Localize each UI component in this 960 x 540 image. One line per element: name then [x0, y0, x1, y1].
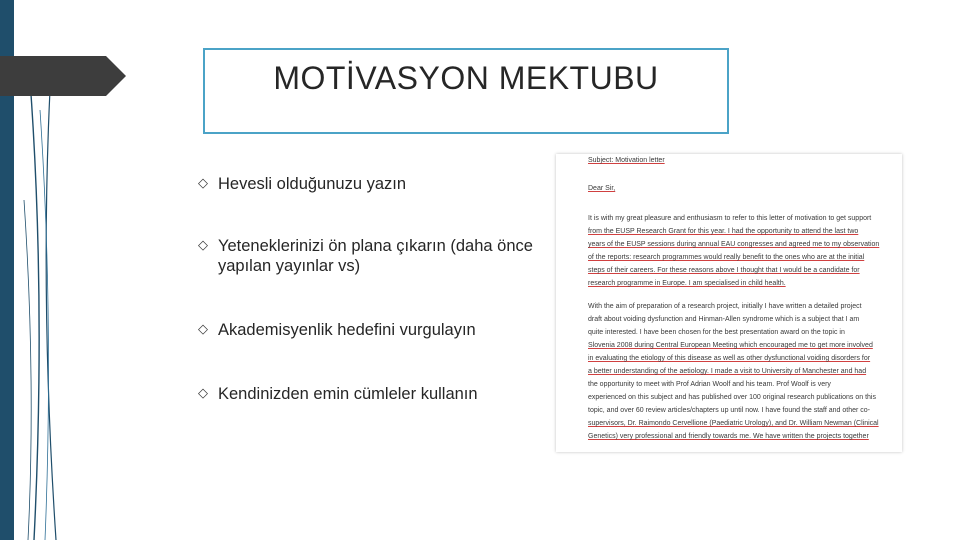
title-box	[203, 48, 729, 134]
bullet-text: Yeteneklerinizi ön plana çıkarın (daha önce yapılan yayınlar vs)	[218, 237, 533, 275]
bullet-text: Hevesli olduğunuzu yazın	[218, 175, 407, 193]
slide-title: MOTİVASYON MEKTUBU	[273, 60, 659, 96]
bullet-text: Kendinizden emin cümleler kullanın	[218, 385, 478, 403]
letter-line: Genetics) very professional and friendly towards me. We have written the projects together	[588, 433, 869, 440]
letter-line: from the EUSP Research Grant for this year. I had the opportunity to attend the last two	[588, 228, 859, 235]
letter-line: supervisors, Dr. Raimondo Cervellione (Paediatric Urology), and Dr. William Newman (Clinical	[588, 420, 879, 427]
letter-line: experienced on this subject and has published over 100 original research publications on this	[588, 394, 876, 401]
motivation-letter-image	[556, 154, 902, 452]
letter-line: a better understanding of the aetiology. I made a visit to University of Manchester and had	[588, 368, 867, 375]
bullet-item	[198, 320, 538, 340]
letter-line: It is with my great pleasure and enthusiasm to refer to this letter of motivation to get support	[588, 215, 872, 222]
letter-line: the opportunity to meet with Prof Adrian Woolf and his team. Prof Woolf is very	[588, 381, 831, 388]
arrow-tab	[0, 56, 126, 96]
diamond-outline-icon: ◇	[198, 237, 208, 252]
letter-line: steps of their careers. For these reasons above I thought that I would be a candidate for	[588, 267, 860, 274]
diamond-outline-icon: ◇	[198, 321, 208, 336]
letter-line: With the aim of preparation of a research project, initially I have written a detailed project	[588, 303, 862, 310]
letter-line: Slovenia 2008 during Central European Meeting which encouraged me to get more involved	[588, 342, 873, 349]
diamond-outline-icon: ◇	[198, 175, 208, 190]
letter-subject: Subject: Motivation letter	[588, 157, 665, 164]
letter-line: topic, and over 60 review articles/chapters up until now. I have found the staff and other co-	[588, 407, 870, 414]
diamond-outline-icon: ◇	[198, 385, 208, 400]
bullet-item	[198, 384, 538, 404]
letter-line: research programme in Europe. I am specialised in child health.	[588, 280, 786, 287]
letter-line: years of the EUSP sessions during annual EAU congresses and agreed me to my observation	[588, 241, 880, 248]
letter-line: in evaluating the etiology of this disease as well as other dysfunctional voiding disorders for	[588, 355, 871, 362]
bullet-item	[198, 174, 538, 194]
bullet-text: Akademisyenlik hedefini vurgulayın	[218, 321, 476, 339]
letter-line: of the reports: research programmes would really benefit to the ones who are at the initial	[588, 254, 865, 261]
bullet-item	[198, 236, 538, 276]
letter-line: quite interested. I have been chosen for the best presentation award on the topic in	[588, 329, 845, 336]
letter-greeting: Dear Sir,	[588, 185, 616, 192]
letter-line: draft about voiding dysfunction and Hinman-Allen syndrome which is a subject that I am	[588, 316, 860, 323]
